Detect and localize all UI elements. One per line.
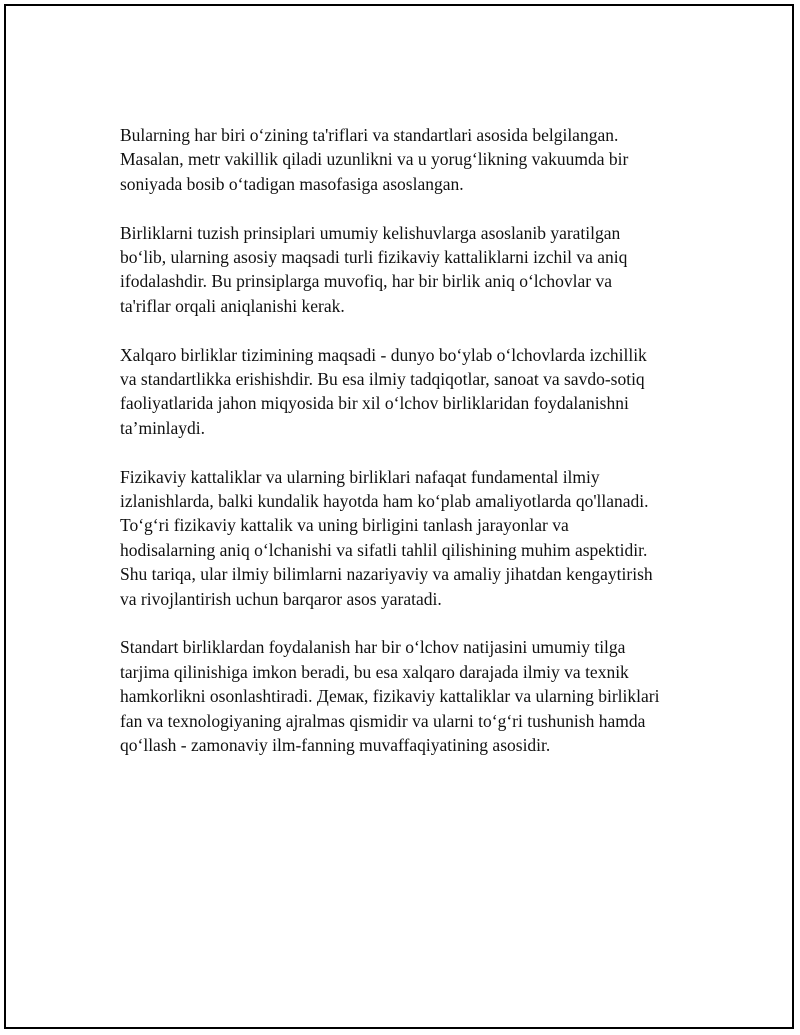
text-line: Shu tariqa, ular ilmiy bilimlarni nazariyaviy va amaliy jihatdan kengaytirish: [120, 564, 653, 585]
text-line: Birliklarni tuzish prinsiplari umumiy kelishuvlarga asoslanib yaratilgan: [120, 222, 621, 243]
text-line: hodisalarning aniq o‘lchanishi va sifatli tahlil qilishining muhim aspektidir.: [120, 539, 648, 560]
text-line: faoliyatlarida jahon miqyosida bir xil o‘lchov birliklaridan foydalanishni: [120, 393, 629, 414]
paragraph-3: [120, 343, 700, 441]
text-line: Xalqaro birliklar tizimining maqsadi - dunyo bo‘ylab o‘lchovlarda izchillik: [120, 344, 647, 365]
text-line: bo‘lib, ularning asosiy maqsadi turli fizikaviy kattaliklarni izchil va aniq: [120, 247, 628, 268]
text-line: ifodalashdir. Bu prinsiplarga muvofiq, har bir birlik aniq o‘lchovlar va: [120, 271, 612, 292]
text-line: Fizikaviy kattaliklar va ularning birliklari nafaqat fundamental ilmiy: [120, 466, 600, 487]
text-line: va rivojlantirish uchun barqaror asos yaratadi.: [120, 588, 442, 609]
text-line: ta’minlaydi.: [120, 417, 206, 438]
text-line: Bularning har biri o‘zining ta'riflari va standartlari asosida belgilangan.: [120, 125, 619, 145]
document-body: [120, 123, 700, 782]
text-line: To‘g‘ri fizikaviy kattalik va uning birligini tanlash jarayonlar va: [120, 515, 569, 536]
text-line: ta'riflar orqali aniqlanishi kerak.: [120, 295, 345, 316]
text-line: qo‘llash - zamonaviy ilm-fanning muvaffaqiyatining asosidir.: [120, 735, 551, 756]
text-line: izlanishlarda, balki kundalik hayotda ham ko‘plab amaliyotlarda qo'llanadi.: [120, 491, 649, 512]
text-line: tarjima qilinishiga imkon beradi, bu esa xalqaro darajada ilmiy va texnik: [120, 661, 629, 682]
document-page: [4, 4, 794, 1029]
paragraph-4: [120, 465, 700, 611]
text-line: fan va texnologiyaning ajralmas qismidir va ularni to‘g‘ri tushunish hamda: [120, 710, 646, 731]
text-line: Standart birliklardan foydalanish har bir o‘lchov natijasini umumiy tilga: [120, 637, 626, 658]
text-line: va standartlikka erishishdir. Bu esa ilmiy tadqiqotlar, sanoat va savdo-sotiq: [120, 369, 645, 390]
text-line: hamkorlikni osonlashtiradi. Демак, fizikaviy kattaliklar va ularning birliklari: [120, 686, 660, 707]
text-line: Masalan, metr vakillik qiladi uzunlikni va u yorug‘likning vakuumda bir: [120, 149, 629, 170]
paragraph-2: [120, 221, 700, 319]
paragraph-1: [120, 123, 700, 196]
text-line: soniyada bosib o‘tadigan masofasiga asoslangan.: [120, 173, 464, 194]
paragraph-5: [120, 635, 700, 757]
